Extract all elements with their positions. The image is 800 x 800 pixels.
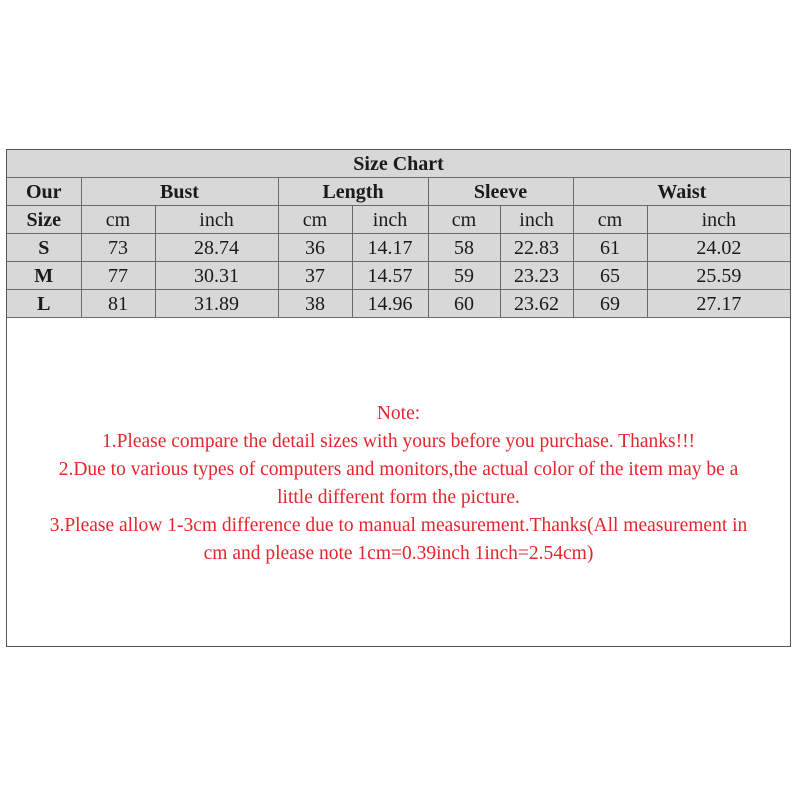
unit-header: inch xyxy=(647,206,790,234)
group-header-waist: Waist xyxy=(573,178,790,206)
unit-header: cm xyxy=(81,206,155,234)
table-cell: 61 xyxy=(573,234,647,262)
table-cell: 23.23 xyxy=(500,262,573,290)
unit-header: inch xyxy=(500,206,573,234)
unit-header: cm xyxy=(573,206,647,234)
header-row-units xyxy=(7,206,790,234)
table-cell: 73 xyxy=(81,234,155,262)
table-cell: 58 xyxy=(428,234,500,262)
table-cell: 14.57 xyxy=(352,262,428,290)
header-row-groups xyxy=(7,178,790,206)
table-cell: 14.96 xyxy=(352,290,428,318)
note-line: 1.Please compare the detail sizes with yours before you purchase. Thanks!!! xyxy=(101,431,696,452)
table-row xyxy=(7,234,790,262)
table-cell: 22.83 xyxy=(500,234,573,262)
table-title: Size Chart xyxy=(7,150,790,178)
size-chart-frame xyxy=(6,149,791,647)
group-header-sleeve: Sleeve xyxy=(428,178,573,206)
unit-header: cm xyxy=(428,206,500,234)
table-cell: 36 xyxy=(278,234,352,262)
table-cell: 81 xyxy=(81,290,155,318)
unit-header: inch xyxy=(155,206,278,234)
note-line: 2.Due to various types of computers and monitors,the actual color of the item may be a xyxy=(58,459,739,480)
title-row xyxy=(7,150,790,178)
size-chart-table xyxy=(7,150,790,318)
table-cell: 60 xyxy=(428,290,500,318)
table-cell: 69 xyxy=(573,290,647,318)
size-cell: L xyxy=(7,290,81,318)
table-cell: 30.31 xyxy=(155,262,278,290)
table-cell: 27.17 xyxy=(647,290,790,318)
table-cell: 77 xyxy=(81,262,155,290)
table-cell: 65 xyxy=(573,262,647,290)
table-cell: 23.62 xyxy=(500,290,573,318)
table-row xyxy=(7,290,790,318)
group-header-length: Length xyxy=(278,178,428,206)
table-cell: 25.59 xyxy=(647,262,790,290)
table-cell: 59 xyxy=(428,262,500,290)
table-cell: 38 xyxy=(278,290,352,318)
table-row xyxy=(7,262,790,290)
unit-header: inch xyxy=(352,206,428,234)
notes-section xyxy=(7,400,790,568)
note-line: cm and please note 1cm=0.39inch 1inch=2.54cm) xyxy=(203,543,594,564)
table-cell: 37 xyxy=(278,262,352,290)
size-header-bottom: Size xyxy=(7,206,81,234)
table-cell: 24.02 xyxy=(647,234,790,262)
note-line: 3.Please allow 1-3cm difference due to manual measurement.Thanks(All measurement in xyxy=(49,515,748,536)
unit-header: cm xyxy=(278,206,352,234)
size-cell: S xyxy=(7,234,81,262)
table-cell: 14.17 xyxy=(352,234,428,262)
notes-heading: Note: xyxy=(376,403,421,424)
note-line: little different form the picture. xyxy=(277,487,520,508)
table-cell: 31.89 xyxy=(155,290,278,318)
table-cell: 28.74 xyxy=(155,234,278,262)
size-cell: M xyxy=(7,262,81,290)
size-header-top: Our xyxy=(7,178,81,206)
group-header-bust: Bust xyxy=(81,178,278,206)
